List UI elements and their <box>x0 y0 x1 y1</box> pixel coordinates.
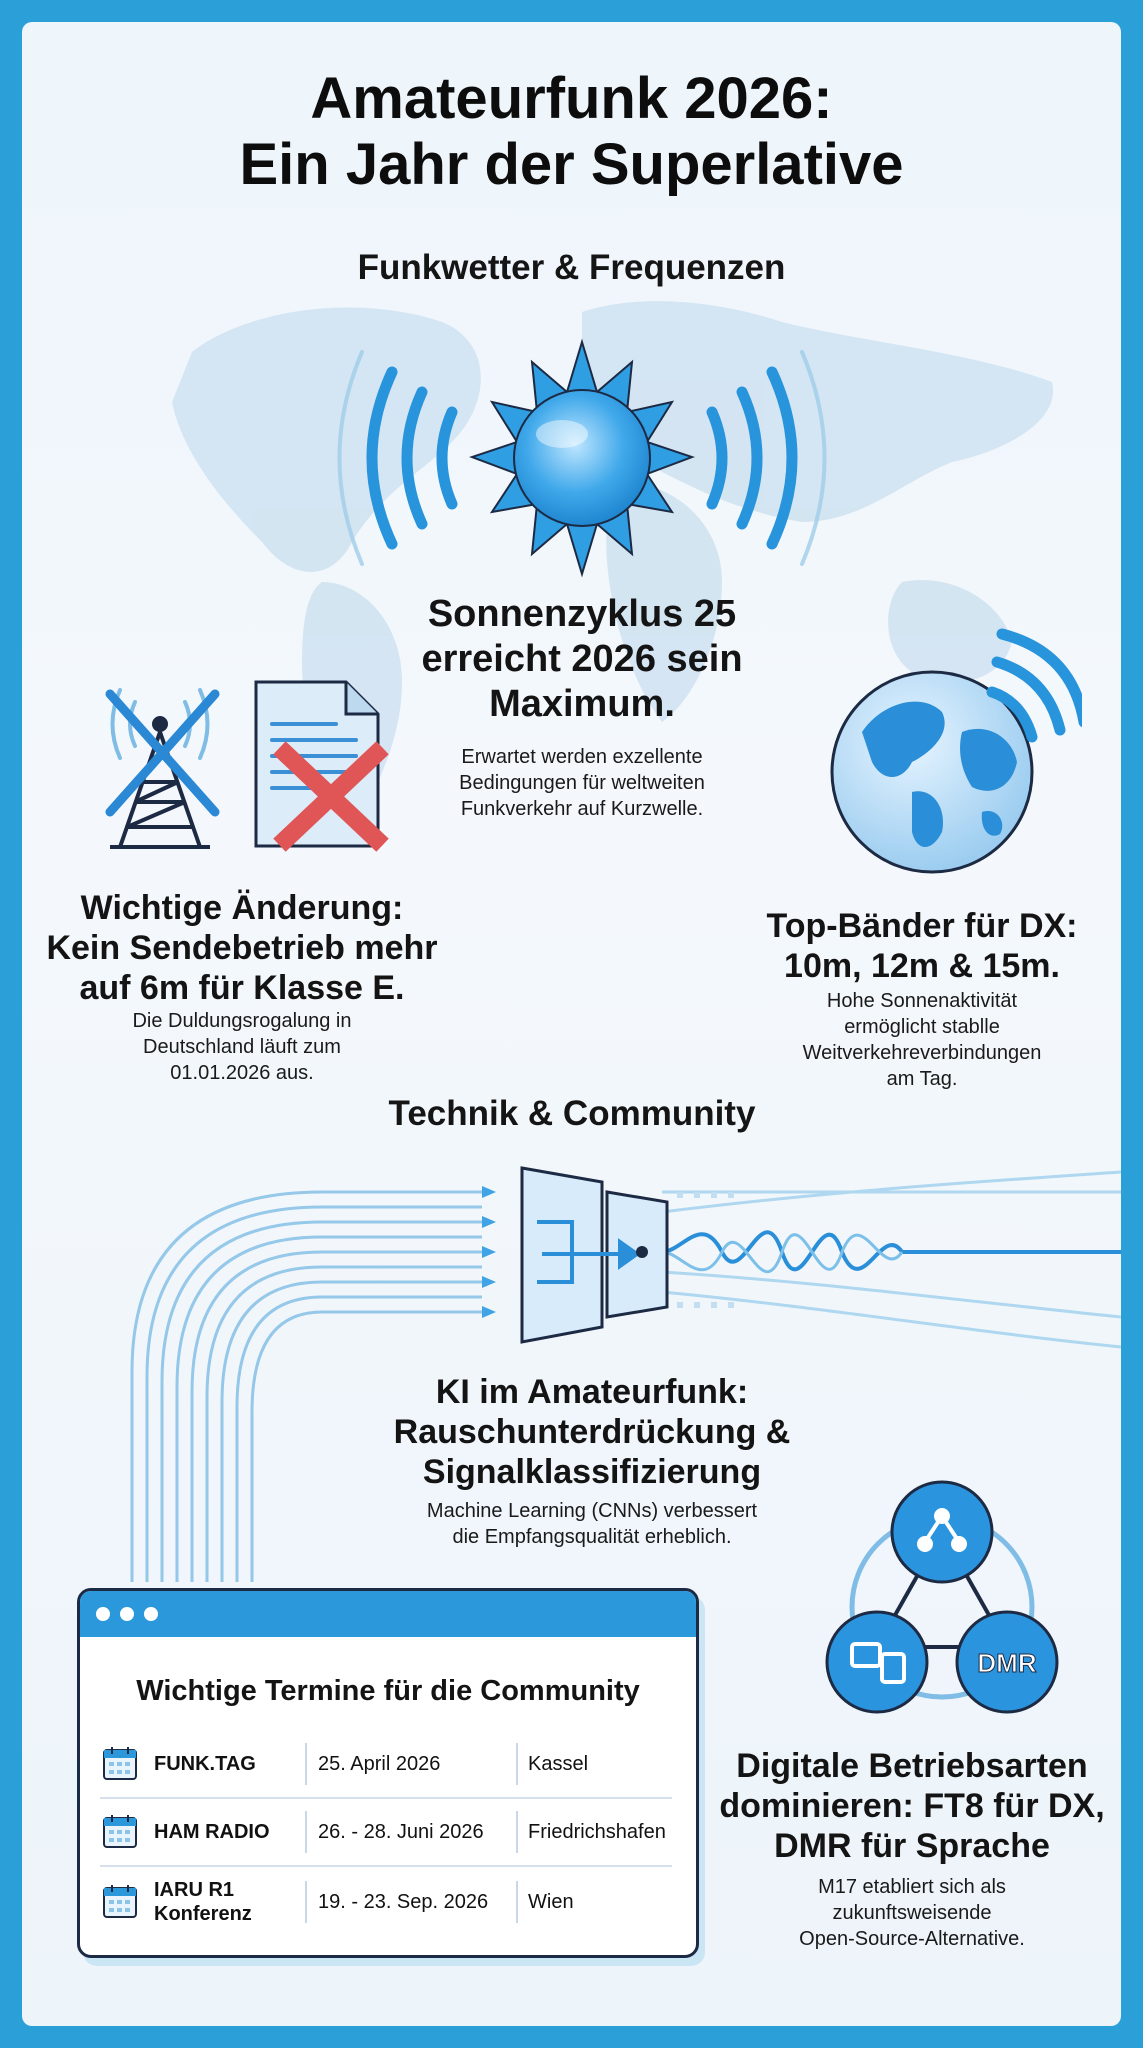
dx-bands-body-line: am Tag. <box>886 1068 958 1090</box>
row-divider <box>100 1797 672 1799</box>
digital-modes-title <box>712 1746 1112 1866</box>
dx-bands-title <box>752 906 1092 986</box>
ai-title-line: KI im Amateurfunk: <box>435 1373 749 1411</box>
column-divider <box>305 1743 307 1785</box>
dx-bands-body-line: Hohe Sonnenaktivität <box>826 990 1018 1012</box>
event-name: FUNK.TAG <box>154 1753 256 1775</box>
events-window-titlebar <box>80 1591 696 1637</box>
event-date: 19. - 23. Sep. 2026 <box>318 1890 489 1913</box>
regulation-change-title-line: Wichtige Änderung: <box>80 889 404 927</box>
event-location: Wien <box>528 1890 574 1913</box>
solar-cycle-body-line: Bedingungen für weltweiten <box>459 772 705 794</box>
window-dot-icon <box>96 1607 110 1621</box>
ai-body-line: Machine Learning (CNNs) verbessert <box>426 1500 758 1522</box>
document-crossed-icon <box>246 674 396 854</box>
regulation-change-body-line: Deutschland läuft zum <box>143 1036 341 1058</box>
page-title <box>22 66 1121 198</box>
infographic-card <box>22 22 1121 2026</box>
globe-signal-icon <box>822 622 1082 882</box>
column-divider <box>516 1811 518 1853</box>
column-divider <box>516 1743 518 1785</box>
regulation-change-title-line: auf 6m für Klasse E. <box>79 969 405 1007</box>
digital-modes-body <box>742 1874 1082 1952</box>
regulation-change-body-line: Die Duldungsrogalung in <box>132 1010 352 1032</box>
event-location: Kassel <box>528 1752 589 1775</box>
event-date: 26. - 28. Juni 2026 <box>318 1820 484 1843</box>
row-divider <box>100 1865 672 1867</box>
ai-body <box>332 1498 852 1550</box>
solar-cycle-body <box>322 744 842 822</box>
solar-cycle-body-line: Erwartet werden exzellente <box>461 746 703 768</box>
sun-icon <box>322 322 842 612</box>
regulation-change-title <box>32 888 452 1008</box>
digital-modes-body-line: M17 etabliert sich als <box>818 1876 1006 1898</box>
dx-bands-title-line: 10m, 12m & 15m. <box>784 947 1060 985</box>
dmr-node-label: DMR <box>977 1648 1037 1678</box>
digital-network-icon <box>782 1472 1102 1732</box>
calendar-icon <box>102 1813 138 1849</box>
digital-modes-body-line: zukunftsweisende <box>832 1902 992 1924</box>
solar-cycle-title-line: Maximum. <box>489 683 675 725</box>
regulation-change-body-line: 01.01.2026 aus. <box>170 1062 314 1084</box>
event-row <box>98 1871 674 1933</box>
solar-cycle-title-line: Sonnenzyklus 25 <box>427 593 737 635</box>
digital-modes-body-line: Open-Source-Alternative. <box>799 1928 1025 1950</box>
dx-bands-body <box>762 988 1082 1092</box>
window-dot-icon <box>120 1607 134 1621</box>
event-row <box>98 1801 674 1863</box>
page-title-line-1: Amateurfunk 2026: <box>310 66 833 131</box>
event-name: HAM RADIO <box>154 1821 270 1843</box>
solar-cycle-body-line: Funkverkehr auf Kurzwelle. <box>460 798 704 820</box>
dx-bands-body-line: Weitverkehreverbindungen <box>802 1042 1042 1064</box>
page-title-line-2: Ein Jahr der Superlative <box>239 132 904 197</box>
ai-title-line: Signalklassifizierung <box>422 1453 762 1491</box>
event-row <box>98 1733 674 1795</box>
event-name: IARU R1 Konferenz <box>154 1879 252 1925</box>
ai-body-line: die Empfangsqualität erheblich. <box>452 1526 732 1548</box>
regulation-change-title-line: Kein Sendebetrieb mehr <box>46 929 438 967</box>
event-date: 25. April 2026 <box>318 1752 441 1775</box>
ai-title-line: Rauschunterdrückung & <box>393 1413 791 1451</box>
section-heading-tech: Technik & Community <box>388 1094 756 1133</box>
calendar-icon <box>102 1883 138 1919</box>
digital-modes-title-line: Digitale Betriebsarten <box>736 1747 1088 1785</box>
event-location: Friedrichshafen <box>528 1820 666 1843</box>
column-divider <box>305 1881 307 1923</box>
solar-cycle-title-line: erreicht 2026 sein <box>421 638 743 680</box>
column-divider <box>516 1881 518 1923</box>
radio-tower-crossed-icon <box>80 672 240 852</box>
regulation-change-body <box>62 1008 422 1086</box>
calendar-icon <box>102 1745 138 1781</box>
section-heading-weather: Funkwetter & Frequenzen <box>357 248 786 287</box>
events-window <box>77 1588 699 1958</box>
digital-modes-title-line: dominieren: FT8 für DX, <box>719 1787 1105 1825</box>
window-dot-icon <box>144 1607 158 1621</box>
digital-modes-title-line: DMR für Sprache <box>774 1827 1050 1865</box>
dx-bands-body-line: ermöglicht stablle <box>844 1016 1000 1038</box>
dx-bands-title-line: Top-Bänder für DX: <box>766 907 1078 945</box>
events-title: Wichtige Termine für die Community <box>136 1675 640 1707</box>
column-divider <box>305 1811 307 1853</box>
